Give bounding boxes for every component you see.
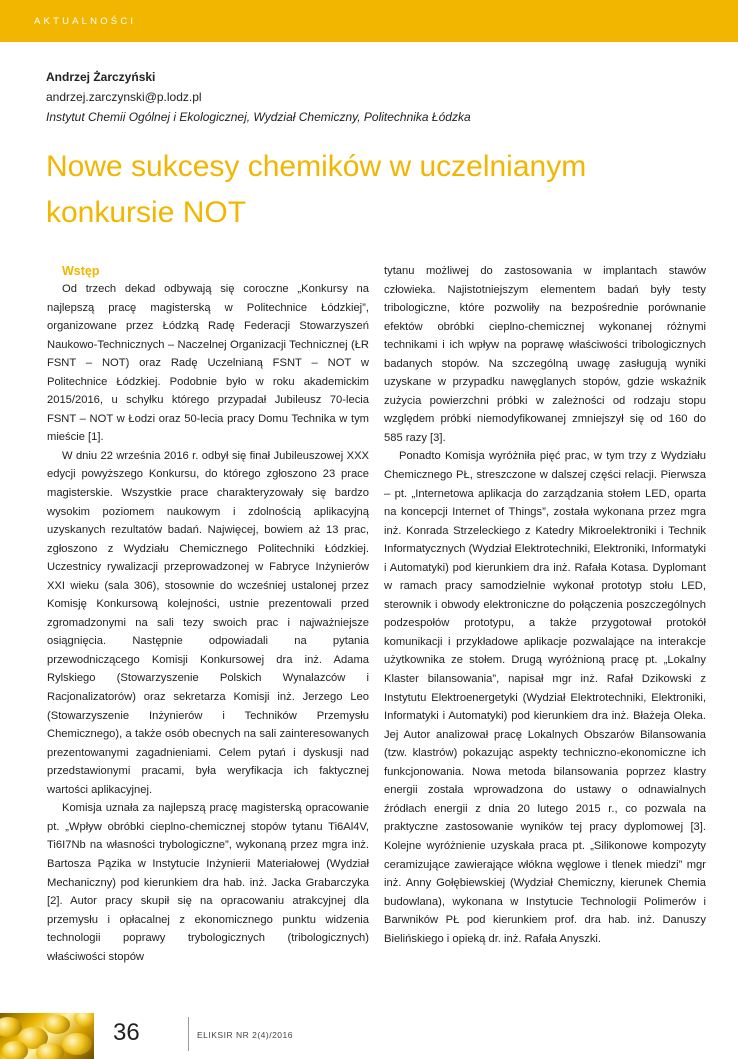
- paragraph: Komisja uznała za najlepszą pracę magisterską opracowanie pt. „Wpływ obróbki cieplno-chemicznej stopów tytanu Ti6Al4V, Ti6I7Nb na własności trybologiczne”, wykonaną przez mgra inż. Bartosza Pązika w Instytucie Inżynierii Materiałowej (Wydział Mechaniczny) pod kierunkiem dra hab. inż. Jacka Grabarczyka [2]. Autor pracy skupił się na opracowaniu atrakcyjnej dla przemysłu i opłacalnej z ekonomicznego punktu widzenia technologii poprawy trybologicznych (tribologicznych) właściwości stopów: [47, 802, 369, 963]
- author-block: [46, 67, 471, 127]
- page-footer: [0, 1013, 738, 1059]
- author-institution: Instytut Chemii Ogólnej i Ekologicznej, Wydział Chemiczny, Politechnika Łódzka: [46, 110, 471, 124]
- author-email[interactable]: andrzej.zarczynski@p.lodz.pl: [46, 90, 202, 104]
- section-heading-intro: Wstęp: [62, 264, 100, 278]
- page-number: 36: [113, 1019, 140, 1046]
- right-column: [384, 262, 706, 948]
- left-column: [47, 262, 369, 966]
- footer-divider: [188, 1017, 189, 1051]
- paragraph: Od trzech dekad odbywają się coroczne „Konkursy na najlepszą pracę magisterską w Politechnice Łódzkiej”, organizowane przez Łódzką Radę Federacji Stowarzyszeń Naukowo-Technicznych – Naczelnej Organizacji Technicznej (ŁR FSNT – NOT) oraz Radę Uczelnianą FSNT – NOT w Politechnice Łódzkiej. Podobnie było w roku akademickim 2015/2016, u schyłku którego przypadał Jubileusz 70-lecia FSNT – NOT w Łodzi oraz 50-lecia pracy Domu Technika w tym mieście [1].: [47, 283, 369, 444]
- paragraph: Ponadto Komisja wyróżniła pięć prac, w tym trzy z Wydziału Chemicznego PŁ, streszczone w dalszej części relacji. Pierwsza – pt. „Internetowa aplikacja do zarządzania stołem LED, oparta na koncepcji Internet of Things”, została wykonana przez mgra inż. Konrada Strzeleckiego z Katedry Mikroelektroniki i Technik Informatycznych (Wydział Elektrotechniki, Elektroniki, Informatyki i Automatyki) pod kierunkiem dra inż. Rafała Kotasa. Dyplomant w ramach pracy samodzielnie wykonał prototyp stołu LED, sterownik i obwody elektroniczne do połączenia poszczególnych podzespołów prototypu, a także przygotował protokół komunikacji i przykładowe aplikacje pozwalające na interakcje użytkownika ze stołem. Drugą wyróżnioną pracę pt. „Lokalny Klaster bilansowania”, napisał mgr inż. Rafał Dzikowski z Instytutu Elektroenergetyki (Wydział Elektrotechniki, Elektroniki, Informatyki i Automatyki) pod kierunkiem dra inż. Błażeja Oleka. Jej Autor analizował pracę Lokalnych Obszarów Bilansowania (tzw. klastrów) pokazując aspekty techniczno-ekonomiczne ich funkcjonowania. Nowa metoda bilansowania poprzez klastry energii została wprowadzona do ustawy o odnawialnych źródłach energii z dnia 20 lutego 2015 r., co pozwala na praktyczne zastosowanie wyników tej pracy dyplomowej [3]. Kolejne wyróżnienie uzyskała praca pt. „Silikonowe kompozyty ceramizujące zawierające włókna węglowe i tlenek miedzi” mgr inż. Anny Gołębiewskiej (Wydział Chemiczny, kierunek Chemia budowlana), wykonana w Instytucie Technologii Polimerów i Barwników PŁ pod kierunkiem prof. dra hab. inż. Danuszy Bielińskiego i opieką dr. inż. Rafała Anyszki.: [384, 450, 706, 945]
- author-name: Andrzej Żarczyński: [46, 70, 156, 84]
- title-line-2: konkursie NOT: [46, 196, 247, 229]
- gold-granules-image: [0, 1013, 94, 1059]
- paragraph: W dniu 22 września 2016 r. odbył się finał Jubileuszowej XXX edycji powyższego Konkursu, do którego zgłoszono 23 prace magisterskie. Wszystkie prace charakteryzowały się bardzo wysokim poziomem naukowym i zdolnością aplikacyjną uzyskanych rezultatów badań. Najwięcej, bowiem aż 13 prac, zgłoszono z Wydziału Chemicznego Politechniki Łódzkiej. Uczestnicy rywalizacji przeprowadzonej w Fabryce Inżynierów XXI wieku (sala 306), stosownie do wcześniej ustalonej przez Komisję Konkursową kolejności, ustnie prezentowali przed zgromadzonymi na sali tezy swoich prac i najważniejsze osiągnięcia. Następnie odpowiadali na pytania przewodniczącego Komisji Konkursowej dra inż. Adama Rylskiego (Stowarzyszenie Polskich Wynalazców i Racjonalizatorów) oraz sekretarza Komisji inż. Jerzego Leo (Stowarzyszenie Inżynierów i Techników Przemysłu Chemicznego), a także osób obecnych na sali zainteresowanych prezentowanymi zagadnieniami. Celem pytań i dyskusji nad przedstawionymi pracami, była weryfikacja ich faktycznej wartości aplikacyjnej.: [47, 449, 369, 796]
- paragraph: tytanu możliwej do zastosowania w implantach stawów człowieka. Najistotniejszym elementem badań były testy tribologiczne, które pozwoliły na bezpośrednie porównanie efektów obróbki cieplno-chemicznej wykonanej różnymi technikami i ich wpływ na poprawę właściwości tribologicznych badanych stopów. Na szczególną uwagę zasługują wyniki uzyskane w przypadku nawęglanych stopów, gdzie wskaźnik zużycia powierzchni próbki w zależności od rodzaju stopu względem próbki niemodyfikowanej zmniejszył się od 160 do 585 razy [3].: [384, 265, 706, 444]
- section-label: AKTUALNOŚCI: [34, 16, 137, 27]
- title-line-1: Nowe sukcesy chemików w uczelnianym: [46, 150, 587, 183]
- journal-name: ELIKSIR NR 2(4)/2016: [197, 1030, 293, 1040]
- article-title: [46, 144, 706, 236]
- section-header-bar: [0, 0, 738, 42]
